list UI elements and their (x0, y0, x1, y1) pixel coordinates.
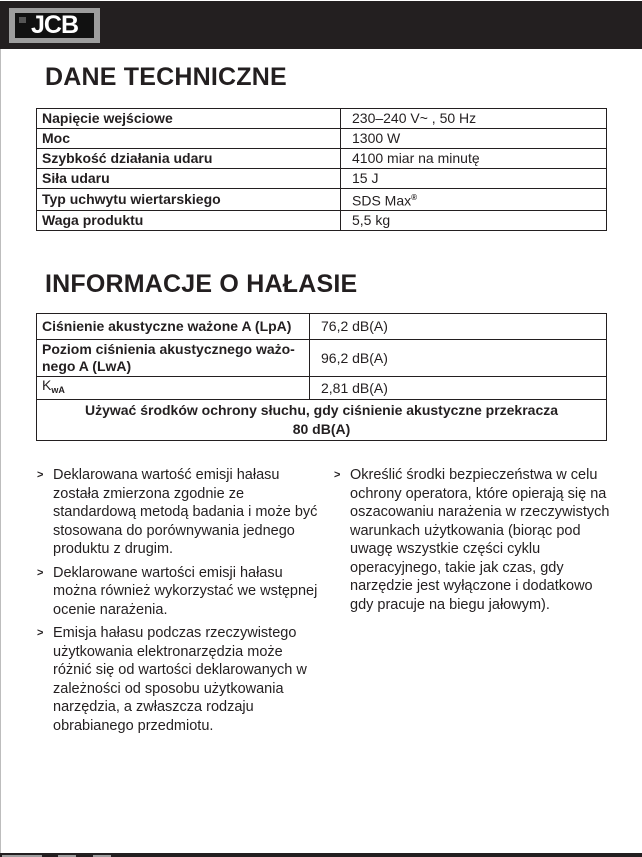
table-row (37, 400, 607, 441)
list-item (35, 564, 325, 620)
spec-label: Moc (37, 129, 341, 149)
table-row (37, 377, 607, 400)
list-item-text: Deklarowana wartość emisji hałasu została zmierzona zgodnie ze standardową metodą badania i może być stosowana do porównywania jednego produktu z drugim. (53, 467, 318, 557)
noise-label-line1: Poziom ciśnienia akustycznego ważo- (42, 341, 295, 357)
table-row (37, 210, 607, 230)
spec-value: 15 J (341, 169, 607, 189)
chevron-right-icon: > (37, 627, 44, 639)
k-subscript: wA (51, 385, 65, 395)
warning-line1: Używać środków ochrony słuchu, gdy ciśnienie akustyczne przekracza (84, 402, 559, 418)
table-row (37, 189, 607, 211)
notes-left-column (35, 466, 325, 740)
spec-label: Napięcie wejściowe (37, 109, 341, 129)
list-item-text: Określić środki bezpieczeństwa w celu ochrony operatora, które opierają się na oszacowaniu narażenia w rzeczywistych warunkach użytkowania (biorąc pod uwagę wszystkie części cyklu operacyjnego, takie jak czas, gdy narzędzie jest wyłączone i dodatkowo gdy pracuje na biegu jałowym). (350, 467, 610, 613)
list-item (332, 466, 617, 614)
chevron-right-icon: > (334, 469, 341, 481)
noise-table (36, 313, 607, 441)
warning-line2: 80 dB(A) (292, 421, 351, 437)
spec-value (341, 189, 607, 211)
noise-value: 2,81 dB(A) (310, 377, 607, 400)
spec-value: 4100 miar na minutę (341, 149, 607, 169)
spec-value: 1300 W (341, 129, 607, 149)
k-symbol: K (42, 377, 52, 393)
jcb-logo-icon (15, 13, 94, 38)
logo-badge-icon (19, 17, 26, 23)
table-row (37, 314, 607, 340)
registered-mark: ® (411, 193, 418, 202)
chevron-right-icon: > (37, 469, 44, 481)
table-row (37, 129, 607, 149)
list-item (35, 624, 325, 735)
table-row (37, 109, 607, 129)
noise-label-line2: nego A (LwA) (42, 358, 132, 374)
noise-label (37, 340, 310, 377)
chevron-right-icon: > (37, 566, 44, 579)
notes-right-column (332, 466, 617, 619)
page-edge (0, 49, 1, 857)
jcb-logo (9, 8, 100, 43)
spec-value: 230–240 V~ , 50 Hz (341, 109, 607, 129)
list-item (35, 466, 325, 559)
list-item-text: Emisja hałasu podczas rzeczywistego użytkowania elektronarzędzia może różnić się od wartości deklarowanych w zależności od sposobu użytkowania narzędzia, a zwłaszcza rodzaju obrabianego przedmiotu. (53, 625, 307, 734)
header-bar (0, 1, 642, 49)
list-item-text: Deklarowane wartości emisji hałasu można również wykorzystać we wstępnej ocenie narażenia. (53, 564, 318, 618)
spec-label: Typ uchwytu wiertarskiego (37, 189, 341, 211)
noise-label: Ciśnienie akustyczne ważone A (LpA) (37, 314, 310, 340)
table-row (37, 169, 607, 189)
noise-label (37, 377, 310, 400)
spec-value-text: SDS Max (352, 192, 412, 209)
spec-label: Waga produktu (37, 210, 341, 230)
table-row (37, 149, 607, 169)
spec-label: Szybkość działania udaru (37, 149, 341, 169)
hearing-protection-warning (37, 400, 607, 441)
noise-value: 76,2 dB(A) (310, 314, 607, 340)
table-row (37, 340, 607, 377)
tech-spec-table (36, 108, 607, 231)
noise-value: 96,2 dB(A) (310, 340, 607, 377)
tech-section-title: DANE TECHNICZNE (45, 63, 287, 91)
logo-text: JCB (30, 11, 78, 39)
spec-label: Siła udaru (37, 169, 341, 189)
noise-section-title: INFORMACJE O HAŁASIE (45, 270, 358, 298)
spec-value: 5,5 kg (341, 210, 607, 230)
